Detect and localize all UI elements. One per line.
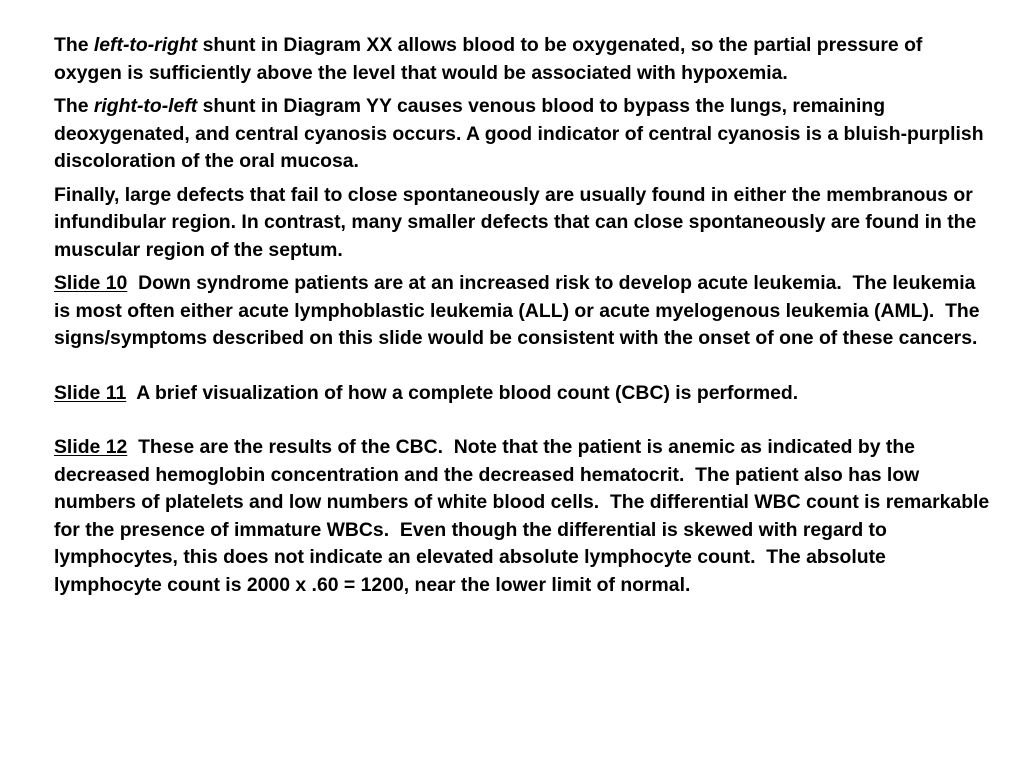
paragraph-text-body: Finally, large defects that fail to close spontaneously are usually found in either the membranous or infundibular region. In contrast, many smaller defects that can close spontaneously are found in the muscular region of the septum.	[54, 183, 977, 261]
paragraph-left-to-right-shunt	[54, 32, 994, 87]
paragraph-text-body: Down syndrome patients are at an increased risk to develop acute leukemia. The leukemia is most often either acute lymphoblastic leukemia (ALL) or acute myelogenous leukemia (AML). The signs/symptoms described on this slide would be consistent with the onset of one of these cancers.	[54, 272, 985, 349]
slide-10-reference: Slide 10	[54, 272, 128, 294]
paragraph-text-body: A brief visualization of how a complete blood count (CBC) is performed.	[126, 381, 799, 404]
paragraph-text-body: shunt in Diagram XX allows blood to be oxygenated, so the partial pressure of oxygen is sufficiently above the level that would be associated with hypoxemia.	[54, 34, 923, 84]
paragraph-text-body: These are the results of the CBC. Note that the patient is anemic as indicated by the decreased hemoglobin concentration and the decreased hematocrit. The patient also has low numbers of platelets and low numbers of white blood cells. The differential WBC count is remarkable for the presence of immature WBCs. Even though the differential is skewed with regard to lymphocytes, this does not indicate an elevated absolute lymphocyte count. The absolute lymphocyte count is 2000 x .60 = 1200, near the lower limit of normal.	[54, 436, 995, 596]
paragraph-text-body: shunt in Diagram YY causes venous blood to bypass the lungs, remaining deoxygenated, and central cyanosis occurs. A good indicator of central cyanosis is a bluish-purplish discoloration of the oral mucosa.	[54, 95, 984, 172]
paragraph-defects	[54, 182, 994, 265]
emphasis-left-to-right: left-to-right	[93, 34, 198, 56]
paragraph-slide-11	[54, 380, 994, 408]
paragraph-slide-12	[54, 434, 994, 599]
paragraph-right-to-left-shunt	[54, 93, 994, 176]
paragraph-text-lead: The	[54, 34, 94, 56]
slide-11-reference: Slide 11	[54, 381, 127, 404]
emphasis-right-to-left: right-to-left	[93, 95, 198, 117]
paragraph-text-lead: The	[54, 95, 94, 117]
notes-body	[54, 32, 994, 605]
slide-12-reference: Slide 12	[54, 436, 128, 458]
paragraph-slide-10	[54, 270, 994, 353]
